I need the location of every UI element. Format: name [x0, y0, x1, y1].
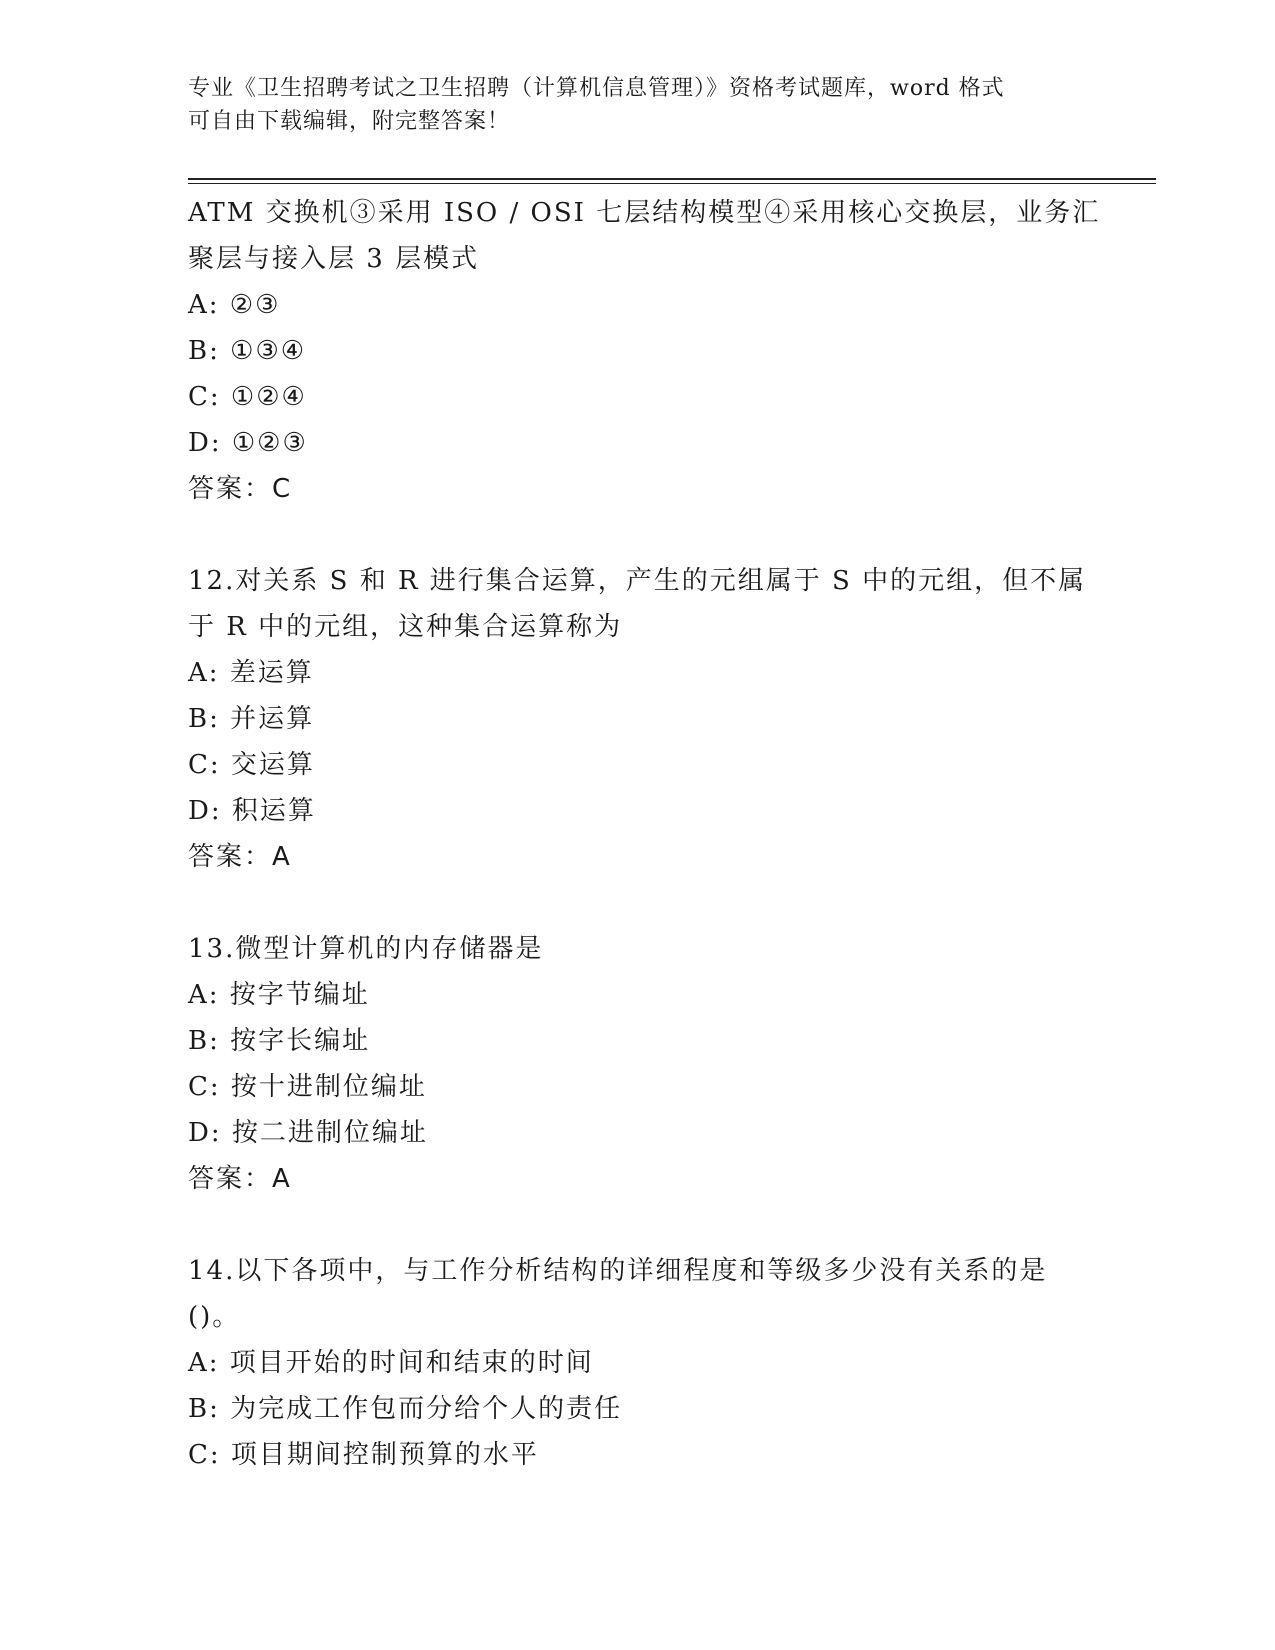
question-stem-line: ATM 交换机③采用 ISO / OSI 七层结构模型④采用核心交换层，业务汇	[188, 198, 1101, 228]
spacer	[188, 512, 1088, 558]
header-divider-thin	[188, 183, 1156, 184]
question-stem-line: 12.对关系 S 和 R 进行集合运算，产生的元组属于 S 中的元组，但不属	[188, 566, 1087, 596]
question-stem-line: 14.以下各项中，与工作分析结构的详细程度和等级多少没有关系的是	[188, 1256, 1048, 1286]
option-c: C: 交运算	[188, 750, 315, 780]
answer-line: 答案：C	[188, 474, 293, 504]
option-a: A: 按字节编址	[188, 980, 370, 1010]
question-13	[188, 926, 1088, 1202]
option-c: C: ①②④	[188, 382, 307, 412]
question-14	[188, 1248, 1088, 1478]
option-d: D: 积运算	[188, 796, 316, 826]
option-a: A: 项目开始的时间和结束的时间	[188, 1348, 594, 1378]
question-12	[188, 558, 1088, 880]
header-line-2: 可自由下载编辑，附完整答案！	[188, 109, 511, 134]
option-c: C: 按十进制位编址	[188, 1072, 427, 1102]
option-c: C: 项目期间控制预算的水平	[188, 1440, 539, 1470]
question-stem-line: 聚层与接入层 3 层模式	[188, 244, 480, 274]
option-d: D: ①②③	[188, 428, 308, 458]
question-stem-line: 于 R 中的元组，这种集合运算称为	[188, 612, 623, 642]
option-b: B: 并运算	[188, 704, 315, 734]
document-header	[188, 72, 1068, 138]
question-11-continuation	[188, 190, 1101, 512]
option-b: B: 为完成工作包而分给个人的责任	[188, 1394, 623, 1424]
spacer	[188, 1202, 1088, 1248]
header-divider-thick	[188, 178, 1156, 180]
option-b: B: ①③④	[188, 336, 307, 366]
question-stem-line: ()。	[188, 1302, 241, 1332]
spacer	[188, 880, 1088, 926]
question-list	[188, 190, 1101, 1478]
question-stem-line: 13.微型计算机的内存储器是	[188, 934, 544, 964]
option-b: B: 按字长编址	[188, 1026, 371, 1056]
option-a: A: 差运算	[188, 658, 314, 688]
option-a: A: ②③	[188, 290, 281, 320]
header-line-1: 专业《卫生招聘考试之卫生招聘（计算机信息管理）》资格考试题库，word 格式	[188, 76, 1005, 101]
option-d: D: 按二进制位编址	[188, 1118, 428, 1148]
answer-line: 答案：A	[188, 1164, 292, 1194]
answer-line: 答案：A	[188, 842, 292, 872]
